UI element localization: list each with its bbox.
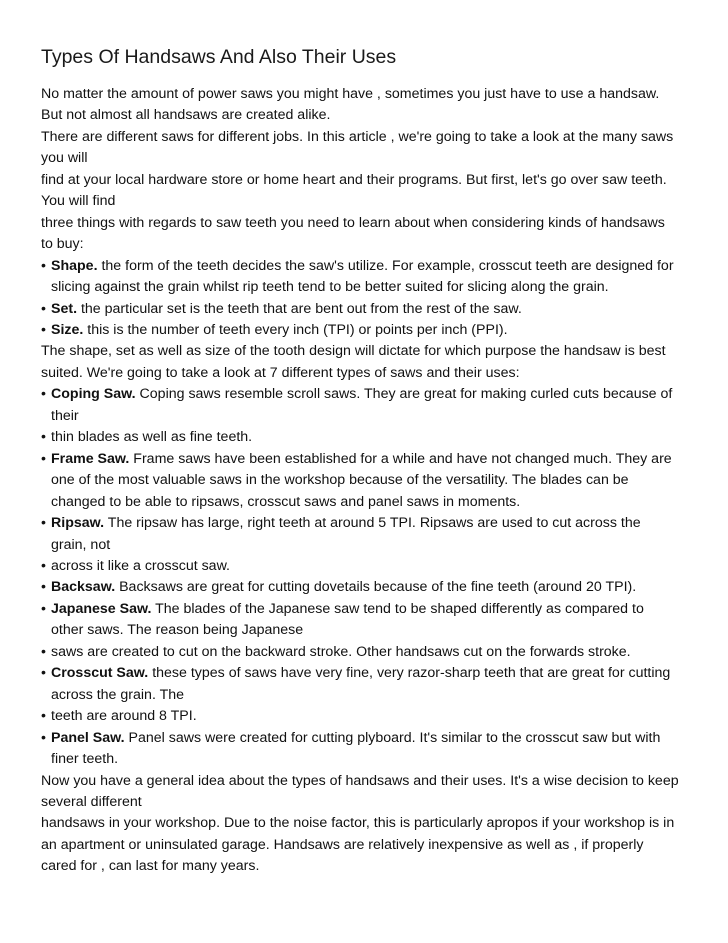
bullet-icon: •	[41, 300, 46, 317]
bullet-continuation-line: finer teeth.	[51, 751, 119, 768]
bullet-continuation-line: across the grain. The	[51, 686, 185, 703]
bullet-line	[41, 599, 701, 620]
bullet-line	[41, 706, 701, 727]
bullet-continuation-line: slicing against the grain whilst rip teeth tend to be better suited for slicing along the grain.	[51, 279, 609, 296]
bullet-text: saws are created to cut on the backward stroke. Other handsaws cut on the forwards stroke.	[51, 643, 631, 660]
bullet-text: Panel saws were created for cutting plyboard. It's similar to the crosscut saw but with	[124, 729, 661, 746]
bullet-text: these types of saws have very fine, very razor-sharp teeth that are great for cutting	[148, 665, 671, 682]
document-title: Types Of Handsaws And Also Their Uses	[41, 46, 397, 68]
bullet-icon: •	[41, 708, 46, 725]
bullet-line	[41, 449, 701, 470]
bullet-icon: •	[41, 450, 46, 467]
bullet-icon: •	[41, 429, 46, 446]
bullet-term: Crosscut Saw.	[51, 665, 149, 682]
bullet-icon: •	[41, 600, 46, 617]
bullet-text: the form of the teeth decides the saw's utilize. For example, crosscut teeth are designed for	[97, 257, 674, 274]
bullet-continuation-line: changed to be able to ripsaws, crosscut saws and panel saws in moments.	[51, 493, 521, 510]
bullet-continuation-line: other saws. The reason being Japanese	[51, 622, 304, 639]
bullet-line	[41, 256, 701, 277]
bullet-icon: •	[41, 729, 46, 746]
bullet-text: Coping saws resemble scroll saws. They are great for making curled cuts because of	[135, 386, 673, 403]
bullet-continuation-line: their	[51, 407, 79, 424]
bullet-line	[41, 556, 701, 577]
bullet-text: Backsaws are great for cutting dovetails because of the fine teeth (around 20 TPI).	[115, 579, 637, 596]
bullet-term: Shape.	[51, 257, 98, 274]
paragraph-line: suited. We're going to take a look at 7 different types of saws and their uses:	[41, 364, 520, 381]
bullet-icon: •	[41, 257, 46, 274]
bullet-text: thin blades as well as fine teeth.	[51, 429, 253, 446]
paragraph-line: find at your local hardware store or home heart and their programs. But first, let's go over saw teeth.	[41, 171, 667, 188]
bullet-line	[41, 513, 701, 534]
bullet-line	[41, 427, 701, 448]
bullet-term: Ripsaw.	[51, 515, 105, 532]
paragraph-line: The shape, set as well as size of the tooth design will dictate for which purpose the handsaw is best	[41, 343, 666, 360]
bullet-icon: •	[41, 643, 46, 660]
bullet-line	[41, 577, 701, 598]
document-body	[41, 84, 701, 878]
bullet-term: Set.	[51, 300, 78, 317]
paragraph-line: to buy:	[41, 236, 84, 253]
bullet-term: Backsaw.	[51, 579, 116, 596]
bullet-line	[41, 642, 701, 663]
bullet-text: this is the number of teeth every inch (TPI) or points per inch (PPI).	[83, 321, 508, 338]
paragraph-line: an apartment or uninsulated garage. Handsaws are relatively inexpensive as well as , if properly	[41, 836, 644, 853]
bullet-text: The ripsaw has large, right teeth at around 5 TPI. Ripsaws are used to cut across the	[104, 515, 641, 532]
bullet-line	[41, 320, 701, 341]
bullet-text: teeth are around 8 TPI.	[51, 708, 197, 725]
bullet-term: Size.	[51, 321, 84, 338]
bullet-continuation-line: grain, not	[51, 536, 111, 553]
bullet-term: Panel Saw.	[51, 729, 125, 746]
document-page	[41, 44, 701, 878]
paragraph-line: several different	[41, 793, 142, 810]
bullet-text: Frame saws have been established for a while and have not changed much. They are	[129, 450, 672, 467]
bullet-line	[41, 663, 701, 684]
bullet-term: Frame Saw.	[51, 450, 130, 467]
paragraph-line: you will	[41, 150, 88, 167]
bullet-line	[41, 728, 701, 749]
bullet-continuation-line: one of the most valuable saws in the workshop because of the versatility. The blades can be	[51, 472, 629, 489]
bullet-text: The blades of the Japanese saw tend to be shaped differently as compared to	[151, 600, 644, 617]
bullet-line	[41, 299, 701, 320]
paragraph-line: Now you have a general idea about the types of handsaws and their uses. It's a wise decision to keep	[41, 772, 679, 789]
bullet-icon: •	[41, 579, 46, 596]
bullet-icon: •	[41, 321, 46, 338]
paragraph-line: handsaws in your workshop. Due to the noise factor, this is particularly apropos if your workshop is in	[41, 815, 675, 832]
paragraph-line: three things with regards to saw teeth you need to learn about when considering kinds of handsaws	[41, 214, 665, 231]
bullet-icon: •	[41, 557, 46, 574]
bullet-icon: •	[41, 665, 46, 682]
bullet-icon: •	[41, 515, 46, 532]
bullet-term: Coping Saw.	[51, 386, 136, 403]
paragraph-line: You will find	[41, 193, 116, 210]
bullet-text: across it like a crosscut saw.	[51, 557, 230, 574]
paragraph-line: There are different saws for different jobs. In this article , we're going to take a look at the many saws	[41, 128, 674, 145]
bullet-text: the particular set is the teeth that are bent out from the rest of the saw.	[77, 300, 522, 317]
bullet-line	[41, 384, 701, 405]
paragraph-line: cared for , can last for many years.	[41, 858, 260, 875]
bullet-term: Japanese Saw.	[51, 600, 152, 617]
bullet-icon: •	[41, 386, 46, 403]
paragraph-line: No matter the amount of power saws you might have , sometimes you just have to use a handsaw.	[41, 86, 660, 102]
paragraph-line: But not almost all handsaws are created alike.	[41, 107, 331, 124]
